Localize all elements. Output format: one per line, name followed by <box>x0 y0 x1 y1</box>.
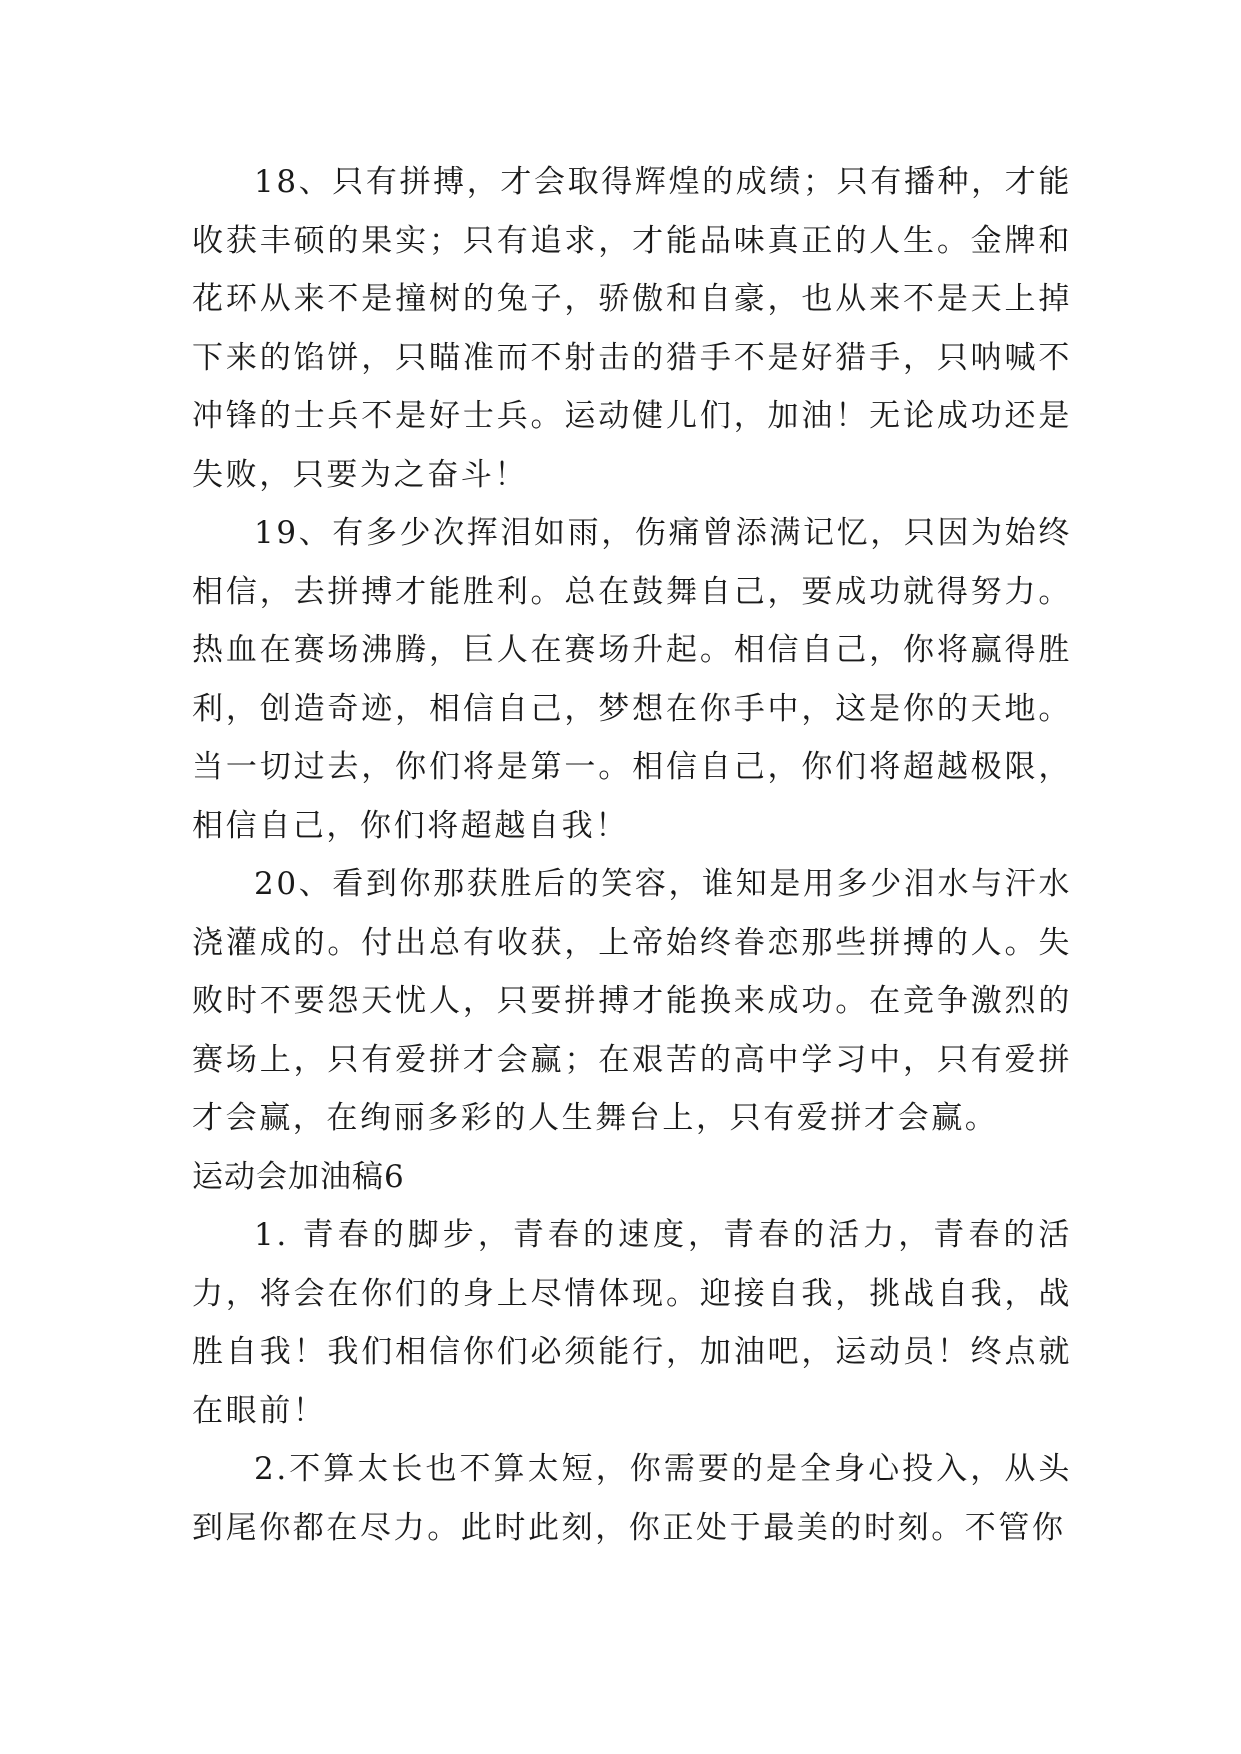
document-body <box>192 153 1072 1557</box>
paragraph-18: 18、只有拼搏，才会取得辉煌的成绩；只有播种，才能收获丰硕的果实；只有追求，才能品味真正的人生。金牌和花环从来不是撞树的兔子，骄傲和自豪，也从来不是天上掉下来的馅饼，只瞄准而不射击的猎手不是好猎手，只呐喊不冲锋的士兵不是好士兵。运动健儿们，加油！无论成功还是失败，只要为之奋斗！ <box>192 164 1072 493</box>
section-paragraph-2: 2.不算太长也不算太短，你需要的是全身心投入，从头到尾你都在尽力。此时此刻，你正处于最美的时刻。不管你 <box>192 1451 1072 1546</box>
section-paragraph-1: 1. 青春的脚步，青春的速度，青春的活力，青春的活力，将会在你们的身上尽情体现。迎接自我，挑战自我，战胜自我！我们相信你们必须能行，加油吧，运动员！终点就在眼前！ <box>192 1217 1072 1429</box>
paragraph-19: 19、有多少次挥泪如雨，伤痛曾添满记忆，只因为始终相信，去拼搏才能胜利。总在鼓舞自己，要成功就得努力。热血在赛场沸腾，巨人在赛场升起。相信自己，你将赢得胜利，创造奇迹，相信自己，梦想在你手中，这是你的天地。当一切过去，你们将是第一。相信自己，你们将超越极限，相信自己，你们将超越自我！ <box>192 515 1072 844</box>
section-title: 运动会加油稿6 <box>192 1158 405 1195</box>
paragraph-20: 20、看到你那获胜后的笑容，谁知是用多少泪水与汗水浇灌成的。付出总有收获，上帝始终眷恋那些拼搏的人。失败时不要怨天忧人，只要拼搏才能换来成功。在竞争激烈的赛场上，只有爱拼才会赢；在艰苦的高中学习中，只有爱拼才会赢，在绚丽多彩的人生舞台上，只有爱拼才会赢。 <box>192 866 1072 1136</box>
